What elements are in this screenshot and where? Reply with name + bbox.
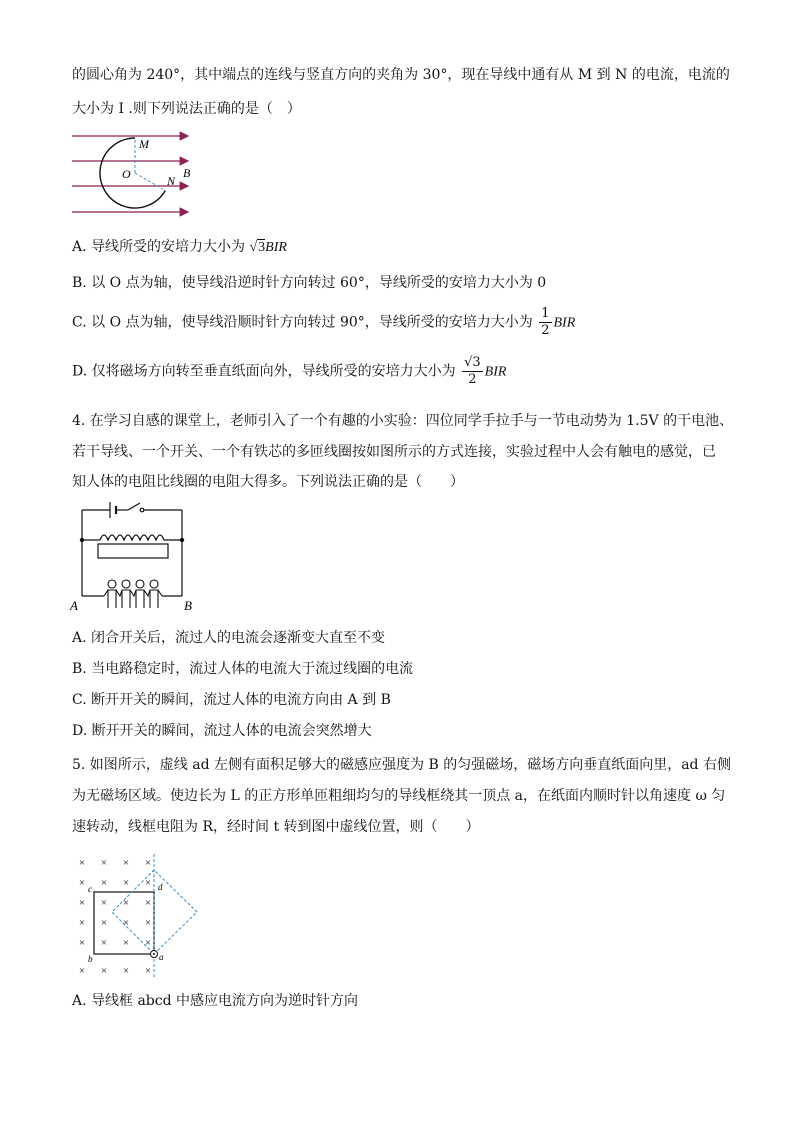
svg-text:×: ×	[144, 857, 152, 869]
label-d: d	[158, 882, 163, 892]
q5-figure	[72, 852, 207, 980]
q4-stem-line3: 知人体的电阻比线圈的电阻大得多。下列说法正确的是（ ）	[72, 474, 464, 490]
q4-option-d: D. 断开开关的瞬间，流过人体的电流会突然增大	[72, 723, 372, 739]
svg-text:×: ×	[100, 877, 108, 889]
svg-text:×: ×	[100, 937, 108, 949]
q4-stem-line1: 4. 在学习自感的课堂上，老师引入了一个有趣的小实验：四位同学手拉手与一节电动势为 1.5V 的干电池、	[72, 413, 734, 429]
label-c: c	[88, 884, 92, 894]
label-B: B	[184, 598, 192, 613]
fraction-1-2: $\frac{1}{2}$	[541, 306, 550, 338]
svg-text:×: ×	[78, 877, 86, 889]
svg-text:×: ×	[122, 877, 130, 889]
sqrt-3: √3	[249, 240, 266, 255]
q3-figure	[70, 128, 200, 223]
switch-lever	[128, 503, 140, 510]
q4-circuit-figure	[70, 498, 200, 616]
svg-text:×: ×	[144, 877, 152, 889]
q3-option-b: B. 以 O 点为轴，使导线沿逆时针方向转过 60°，导线所受的安培力大小为 0	[72, 275, 547, 291]
svg-text:×: ×	[122, 937, 130, 949]
svg-text:×: ×	[122, 897, 130, 909]
svg-text:×: ×	[78, 965, 86, 977]
q4-option-c: C. 断开开关的瞬间，流过人体的电流方向由 A 到 B	[72, 692, 391, 708]
label-O: O	[122, 167, 131, 181]
q5-stem-line2: 为无磁场区域。使边长为 L 的正方形单匝粗细均匀的导线框绕其一顶点 a，在纸面内顺时针以角速度 ω 匀	[72, 788, 726, 804]
coil-windings	[100, 535, 164, 540]
label-N: N	[167, 174, 176, 188]
label-M: M	[139, 137, 149, 151]
label-A: A	[70, 598, 78, 613]
q3-option-d: D. 仅将磁场方向转至垂直纸面向外，导线所受的安培力大小为 $\frac{√3}{2}$ BIR	[72, 355, 507, 387]
svg-text:×: ×	[100, 857, 108, 869]
svg-text:×: ×	[144, 937, 152, 949]
fraction-sqrt3-2: $\frac{√3}{2}$	[464, 355, 481, 387]
q3-stem-line2: 大小为 I .则下列说法正确的是（ ）	[72, 101, 301, 117]
svg-text:×: ×	[100, 917, 108, 929]
q4-option-a: A. 闭合开关后，流过人的电流会逐渐变大直至不变	[72, 630, 386, 646]
q5-stem-line1: 5. 如图所示，虚线 ad 左侧有面积足够大的磁感应强度为 B 的匀强磁场，磁场方向垂直纸面向里，ad 右侧	[72, 757, 731, 773]
q5-option-a: A. 导线框 abcd 中感应电流方向为逆时针方向	[72, 993, 359, 1009]
q3-stem-line1: 的圆心角为 240°，其中端点的连线与竖直方向的夹角为 30°，现在导线中通有从 M 到 N 的电流，电流的	[72, 67, 730, 83]
label-b: b	[88, 954, 93, 964]
svg-text:×: ×	[122, 965, 130, 977]
semicircular-wire	[100, 138, 165, 208]
svg-text:×: ×	[122, 917, 130, 929]
svg-text:×: ×	[144, 897, 152, 909]
q3-option-c: C. 以 O 点为轴，使导线沿顺时针方向转过 90°，导线所受的安培力大小为 $\frac{1}{2}$ BIR	[72, 306, 576, 338]
q4-option-b: B. 当电路稳定时，流过人体的电流大于流过线圈的电流	[72, 661, 414, 677]
q5-stem-line3: 速转动，线框电阻为 R，经时间 t 转到图中虚线位置，则（ ）	[72, 819, 480, 835]
svg-text:×: ×	[144, 965, 152, 977]
q4-stem-line2: 若干导线、一个开关、一个有铁芯的多匝线圈按如图所示的方式连接，实验过程中人会有触电的感觉，已	[72, 444, 716, 460]
svg-text:×: ×	[78, 917, 86, 929]
svg-text:×: ×	[100, 965, 108, 977]
label-B: B	[183, 166, 191, 180]
people-chain	[104, 580, 162, 608]
svg-text:×: ×	[122, 857, 130, 869]
q3-option-a: A. 导线所受的安培力大小为 √3BIR	[72, 239, 287, 255]
svg-text:×: ×	[78, 897, 86, 909]
svg-text:×: ×	[78, 937, 86, 949]
iron-core	[98, 544, 168, 558]
svg-text:×: ×	[100, 897, 108, 909]
label-a: a	[159, 952, 164, 962]
svg-text:×: ×	[78, 857, 86, 869]
svg-text:×: ×	[144, 917, 152, 929]
